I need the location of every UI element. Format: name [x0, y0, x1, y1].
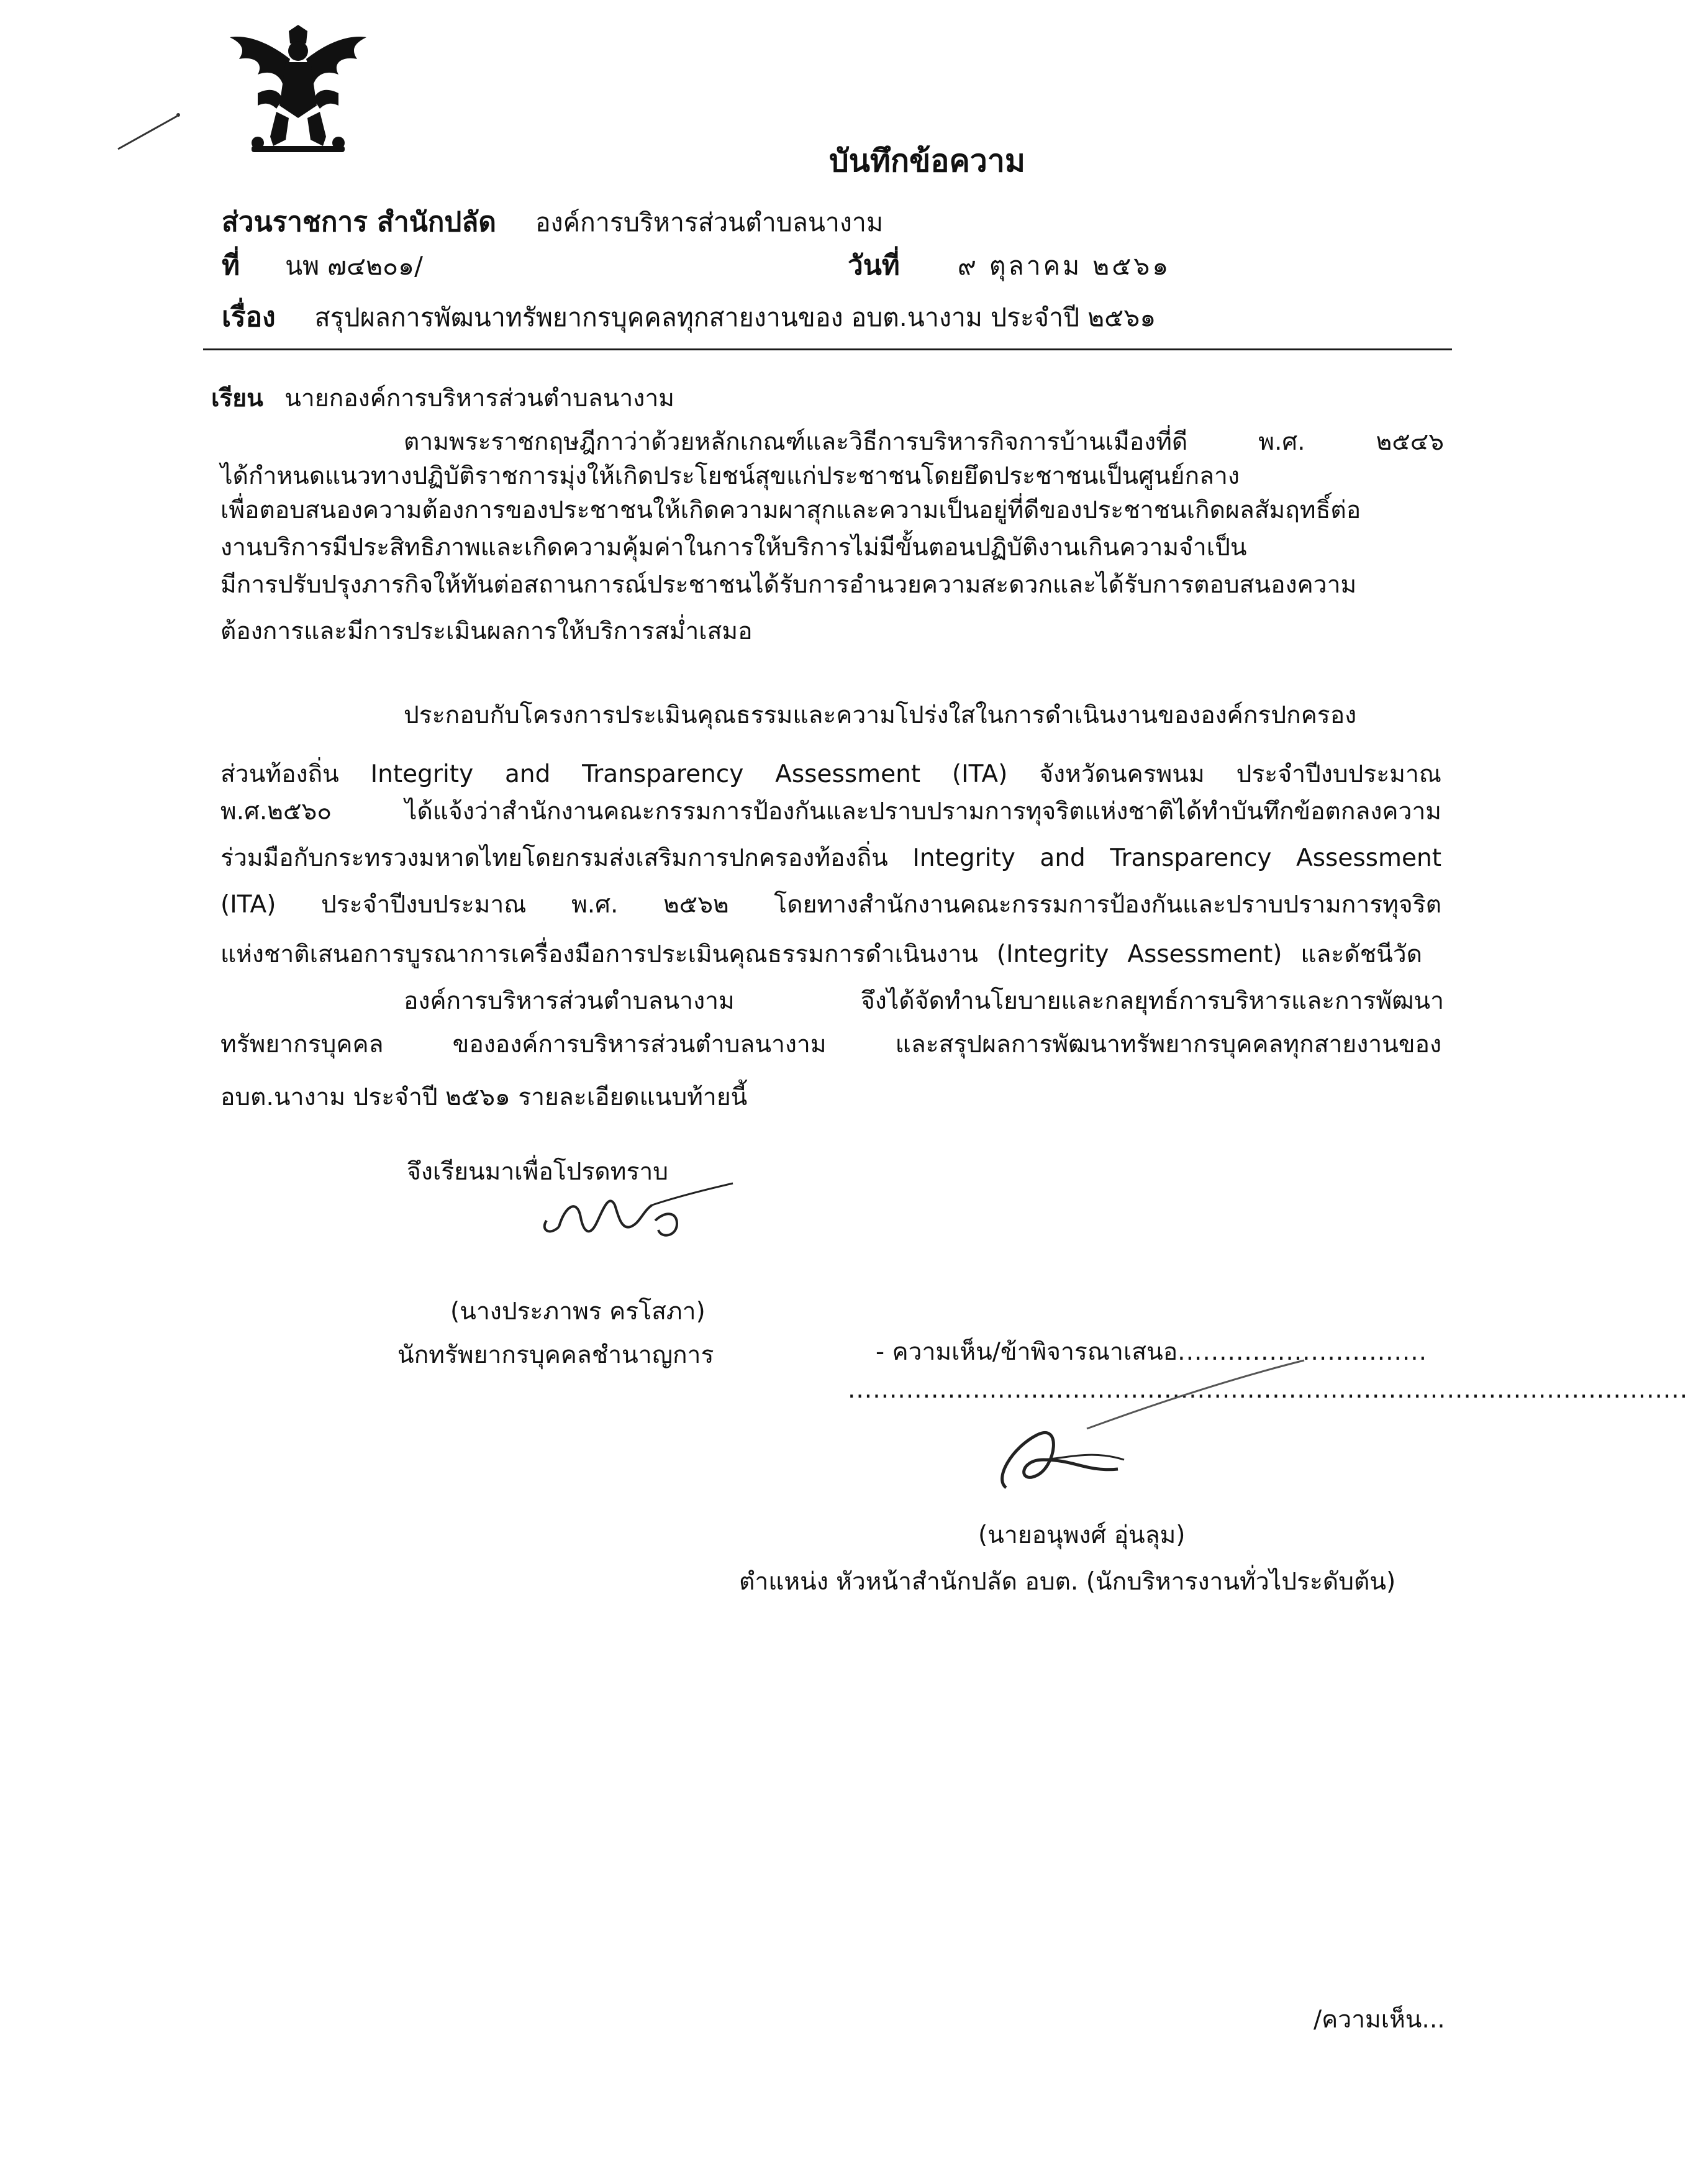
salutation-value: นายกองค์การบริหารส่วนตำบลนางาม — [284, 384, 674, 412]
para2-line: ร่วมมือกับกระทรวงมหาดไทยโดยกรมส่งเสริมการปกครองท้องถิ่น Integrity and Transparency Assessment — [220, 844, 1441, 872]
para1-line: งานบริการมีประสิทธิภาพและเกิดความคุ้มค่าในการให้บริการไม่มีขั้นตอนปฏิบัติงานเกินความจำเป็น — [220, 534, 1247, 562]
signer1-name: (นางประภาพร ครโสภา) — [450, 1298, 706, 1326]
para2-line: ส่วนท้องถิ่น Integrity and Transparency Assessment (ITA) จังหวัดนครพนม ประจำปีงบประมาณ — [220, 760, 1441, 788]
para1-line: ตามพระราชกฤษฎีกาว่าด้วยหลักเกณฑ์และวิธีการบริหารกิจการบ้านเมืองที่ดี พ.ศ. ๒๕๔๖ — [404, 428, 1444, 456]
subject-value: สรุปผลการพัฒนาทรัพยากรบุคคลทุกสายงานของ อบต.นางาม ประจำปี ๒๕๖๑ — [314, 303, 1156, 332]
pen-mark — [115, 109, 183, 152]
signature-2 — [981, 1354, 1329, 1509]
salutation — [211, 379, 674, 417]
subject-label: เรื่อง — [222, 301, 276, 333]
para2-line: (ITA) ประจำปีงบประมาณ พ.ศ. ๒๕๖๒ โดยทางสำนักงานคณะกรรมการป้องกันและปราบปรามการทุจริต — [220, 891, 1441, 919]
para3-line: องค์การบริหารส่วนตำบลนางาม จึงได้จัดทำนโยบายและกลยุทธ์การบริหารและการพัฒนา — [404, 987, 1444, 1015]
agency-value: องค์การบริหารส่วนตำบลนางาม — [535, 207, 883, 237]
opinion-dots: .............................. — [1178, 1338, 1428, 1366]
para2-line: แห่งชาติเสนอการบูรณาการเครื่องมือการประเมินคุณธรรมการดำเนินงาน (Integrity Assessment) และดัชนีวัด — [220, 940, 1422, 968]
opinion-dots-line: ..................................................................................................... — [848, 1376, 1688, 1404]
date-line — [848, 243, 1171, 287]
para3-line: ทรัพยากรบุคคล ขององค์การบริหารส่วนตำบลนางาม และสรุปผลการพัฒนาทรัพยากรบุคคลทุกสายงานของ — [220, 1031, 1441, 1058]
opinion-label: - ความเห็น/ข้าพิจารณาเสนอ — [876, 1338, 1178, 1366]
date-value: ๙ ตุลาคม ๒๕๖๑ — [957, 251, 1171, 281]
para2-line: ประกอบกับโครงการประเมินคุณธรรมและความโปร่งใสในการดำเนินงานขององค์กรปกครอง — [404, 701, 1357, 729]
para1-line: เพื่อตอบสนองความต้องการของประชาชนให้เกิดความผาสุกและความเป็นอยู่ที่ดีของประชาชนเกิดผลสัมฤทธิ์ต่อ — [220, 496, 1361, 524]
subject-line — [222, 295, 1156, 339]
para1-line: มีการปรับปรุงภารกิจให้ทันต่อสถานการณ์ประชาชนได้รับการอำนวยความสะดวกและได้รับการตอบสนองความ — [220, 571, 1357, 599]
continuation-marker: /ความเห็น... — [1314, 2006, 1445, 2034]
para2-line: พ.ศ.๒๕๖๐ ได้แจ้งว่าสำนักงานคณะกรรมการป้องกันและปราบปรามการทุจริตแห่งชาติได้ทำบันทึกข้อตกลงความ — [220, 798, 1441, 826]
agency-label: ส่วนราชการ สำนักปลัด — [222, 206, 496, 238]
para1-line: ได้กำหนดแนวทางปฏิบัติราชการมุ่งให้เกิดประโยชน์สุขแก่ประชาชนโดยยึดประชาชนเป็นศูนย์กลาง — [220, 462, 1240, 490]
memo-title: บันทึกข้อความ — [829, 143, 1025, 179]
signer2-position: ตำแหน่ง หัวหน้าสำนักปลัด อบต. (นักบริหารงานทั่วไประดับต้น) — [739, 1568, 1396, 1596]
signer1-position: นักทรัพยากรบุคคลชำนาญการ — [397, 1341, 714, 1369]
ref-value: นพ ๗๔๒๐๑/ — [285, 251, 423, 281]
date-label: วันที่ — [848, 250, 900, 281]
closing-text: จึงเรียนมาเพื่อโปรดทราบ — [407, 1158, 669, 1186]
salutation-label: เรียน — [211, 384, 263, 412]
agency-line — [222, 200, 883, 243]
ref-label: ที่ — [222, 250, 240, 281]
garuda-emblem-icon — [220, 25, 376, 155]
signer2-name: (นายอนุพงศ์ อุ่นลุม) — [978, 1521, 1186, 1549]
para3-line: อบต.นางาม ประจำปี ๒๕๖๑ รายละเอียดแนบท้ายนี้ — [220, 1083, 748, 1111]
signature-1 — [522, 1168, 770, 1255]
ref-line — [222, 243, 423, 287]
para1-line: ต้องการและมีการประเมินผลการให้บริการสม่ำเสมอ — [220, 617, 753, 645]
header-divider — [203, 348, 1452, 350]
